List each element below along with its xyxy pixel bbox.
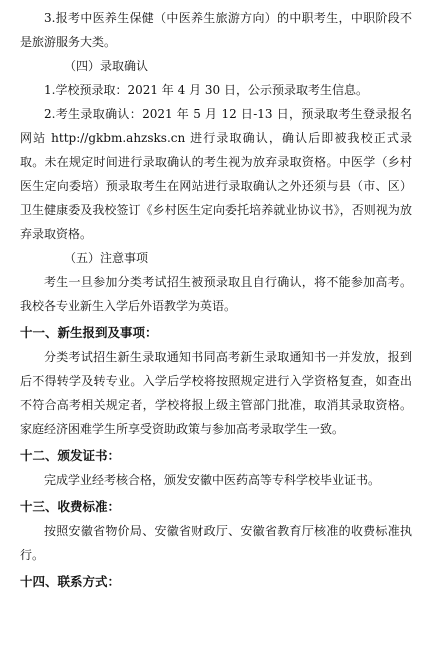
section-heading-enrollment: 十一、新生报到及事项： xyxy=(20,325,158,340)
section-heading-contact: 十四、联系方式： xyxy=(20,574,121,589)
subsection-title-admission-confirmation: （四）录取确认 xyxy=(64,59,149,73)
paragraph-fees: 按照安徽省物价局、安徽省财政厅、安徽省教育厅核准的收费标准执行。 xyxy=(20,524,412,562)
paragraph-admission-confirmation: 2.考生录取确认：2021 年 5 月 12 日-13 日，预录取考生登录报名网站 http://gkbm.ahzsks.cn 进行录取确认，确认后即被我校正式录取。未在规定时间进行录取确认的考生视为放弃录取资格。中医学（乡村医生定向委培）预录取考生在网站进行录取确认之外还须与县（市、区）卫生健康委及我校签订《乡村医生定向委托培养就业协议书》，否则视为放弃录取资格。 xyxy=(20,107,412,241)
paragraph-pre-admission: 1.学校预录取：2021 年 4 月 30 日，公示预录取考生信息。 xyxy=(44,83,368,97)
paragraph-enrollment: 分类考试招生新生录取通知书同高考新生录取通知书一并发放，报到后不得转学及转专业。入学后学校将按照规定进行入学资格复查，如查出不符合高考相关规定者，学校将报上级主管部门批准，取消其录取资格。家庭经济困难学生所享受资助政策与参加高考录取学生一致。 xyxy=(20,350,412,436)
paragraph-admission-condition-3: 3.报考中医养生保健（中医养生旅游方向）的中职考生，中职阶段不是旅游服务大类。 xyxy=(20,11,412,49)
paragraph-certificate: 完成学业经考核合格，颁发安徽中医药高等专科学校毕业证书。 xyxy=(44,473,381,487)
subsection-title-notes: （五）注意事项 xyxy=(64,251,149,265)
section-heading-fees: 十三、收费标准： xyxy=(20,499,121,514)
paragraph-notes: 考生一旦参加分类考试招生被预录取且自行确认，将不能参加高考。我校各专业新生入学后外语教学为英语。 xyxy=(20,275,412,313)
section-heading-certificate: 十二、颁发证书： xyxy=(20,448,121,463)
